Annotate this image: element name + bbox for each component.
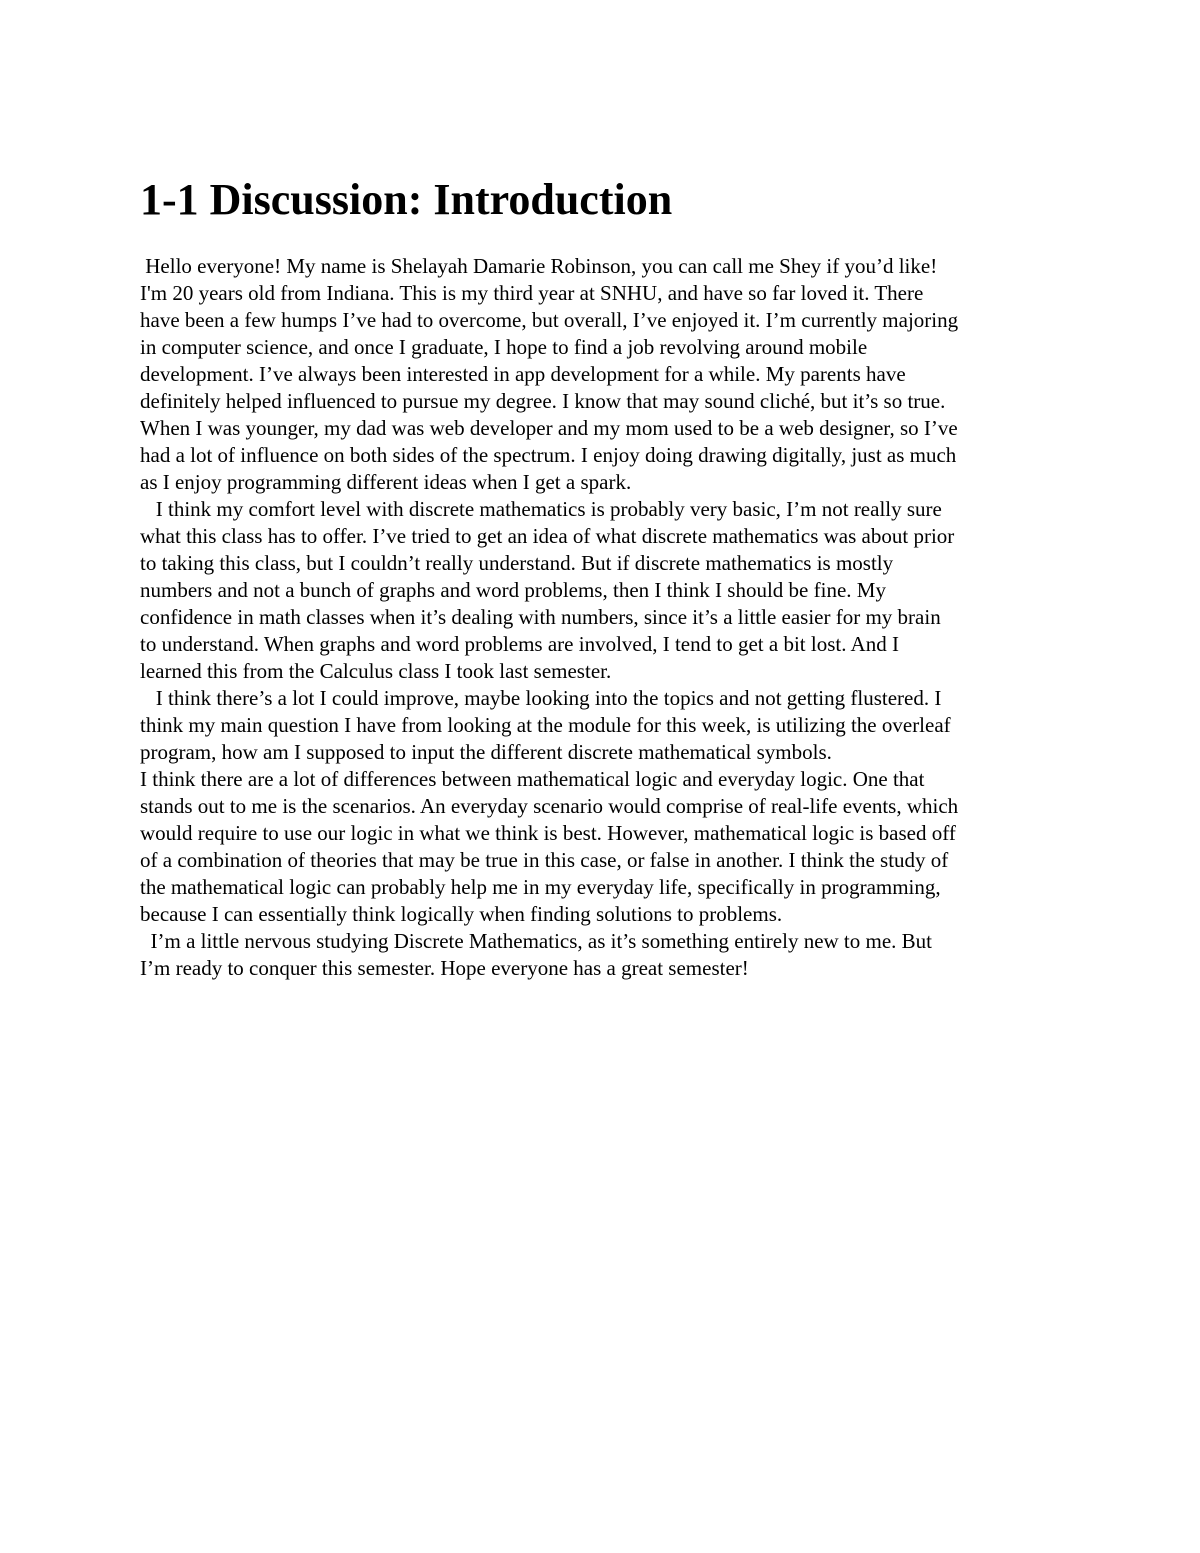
- body-line: stands out to me is the scenarios. An everyday scenario would comprise of real-life events, which: [140, 794, 959, 818]
- body-line: development. I’ve always been interested in app development for a while. My parents have: [140, 362, 906, 386]
- body-line: the mathematical logic can probably help me in my everyday life, specifically in programming,: [140, 875, 941, 899]
- body-line: to understand. When graphs and word problems are involved, I tend to get a bit lost. And I: [140, 632, 899, 656]
- body-line: in computer science, and once I graduate, I hope to find a job revolving around mobile: [140, 335, 868, 359]
- body-line: I think there are a lot of differences between mathematical logic and everyday logic. One that: [140, 767, 925, 791]
- body-line: numbers and not a bunch of graphs and word problems, then I think I should be fine. My: [140, 578, 886, 602]
- body-line: had a lot of influence on both sides of the spectrum. I enjoy doing drawing digitally, just as much: [140, 443, 957, 467]
- body-line: think my main question I have from looking at the module for this week, is utilizing the overleaf: [140, 713, 951, 737]
- body-line: what this class has to offer. I’ve tried to get an idea of what discrete mathematics was about prior: [140, 524, 955, 548]
- document-body: [140, 253, 1080, 982]
- body-line: I’m a little nervous studying Discrete Mathematics, as it’s something entirely new to me. But: [140, 929, 933, 953]
- body-line: program, how am I supposed to input the different discrete mathematical symbols.: [140, 740, 832, 764]
- body-line: confidence in math classes when it’s dealing with numbers, since it’s a little easier for my brain: [140, 605, 941, 629]
- body-line: learned this from the Calculus class I took last semester.: [140, 659, 612, 683]
- body-line: I think there’s a lot I could improve, maybe looking into the topics and not getting flustered. I: [140, 686, 942, 710]
- body-line: to taking this class, but I couldn’t really understand. But if discrete mathematics is mostly: [140, 551, 894, 575]
- body-line: Hello everyone! My name is Shelayah Damarie Robinson, you can call me Shey if you’d like!: [140, 254, 938, 278]
- body-line: because I can essentially think logically when finding solutions to problems.: [140, 902, 783, 926]
- body-line: definitely helped influenced to pursue my degree. I know that may sound cliché, but it’s so true.: [140, 389, 946, 413]
- body-line: of a combination of theories that may be true in this case, or false in another. I think the study of: [140, 848, 949, 872]
- body-line: I’m ready to conquer this semester. Hope everyone has a great semester!: [140, 956, 749, 980]
- body-line: I think my comfort level with discrete mathematics is probably very basic, I’m not really sure: [140, 497, 942, 521]
- body-line: When I was younger, my dad was web developer and my mom used to be a web designer, so I’ve: [140, 416, 958, 440]
- body-line: have been a few humps I’ve had to overcome, but overall, I’ve enjoyed it. I’m currently majoring: [140, 308, 959, 332]
- document-title: 1-1 Discussion: Introduction: [140, 175, 673, 224]
- body-line: would require to use our logic in what we think is best. However, mathematical logic is based off: [140, 821, 956, 845]
- body-line: I'm 20 years old from Indiana. This is my third year at SNHU, and have so far loved it. There: [140, 281, 924, 305]
- body-line: as I enjoy programming different ideas when I get a spark.: [140, 470, 632, 494]
